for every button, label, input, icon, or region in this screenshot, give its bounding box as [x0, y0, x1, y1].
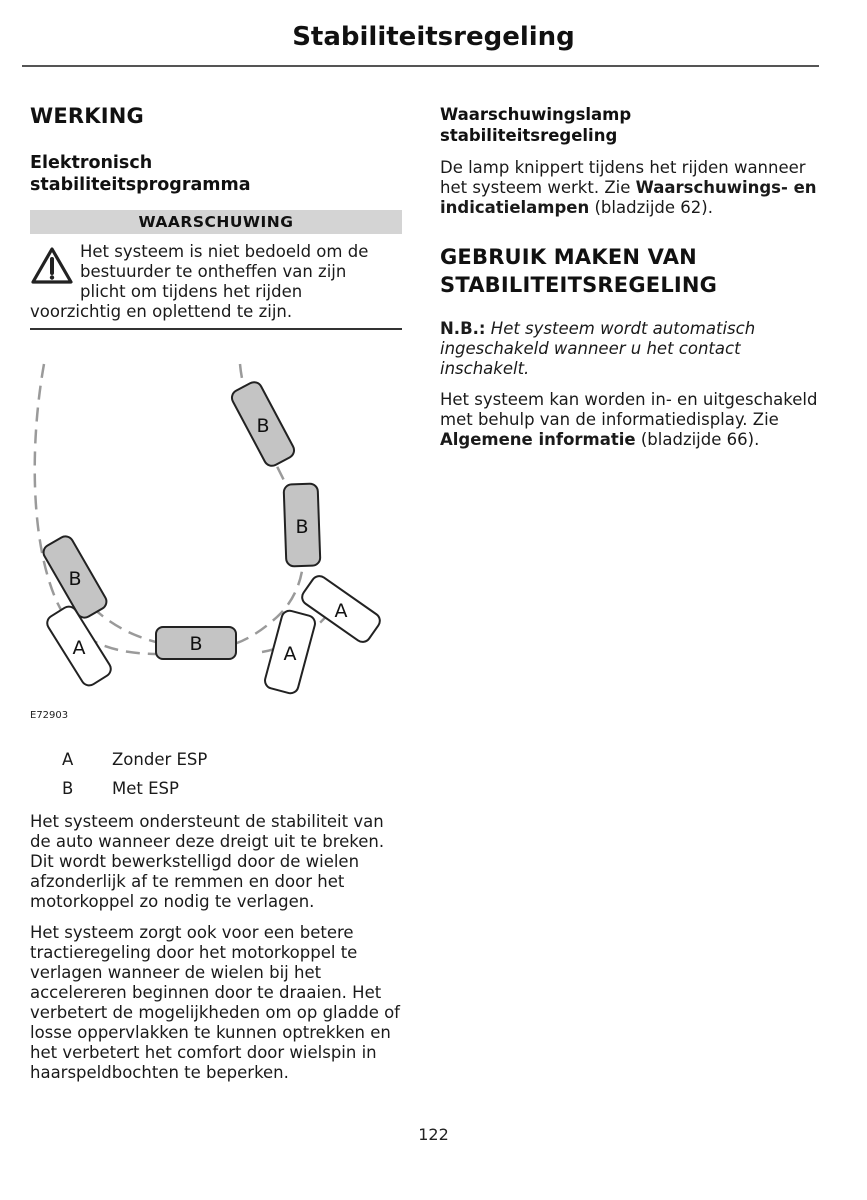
usage-page-ref: (bladzijde 66). [640, 430, 760, 449]
usage-title-line2: STABILITEITSREGELING [440, 273, 718, 297]
car-b-right [284, 483, 321, 566]
left-body-text [30, 812, 402, 1083]
page-title: Stabiliteitsregeling [292, 22, 575, 52]
warning-line4: voorzichtig en oplettend te zijn. [30, 302, 293, 321]
warning-divider [30, 328, 402, 330]
legend-text-a: Zonder ESP [112, 750, 208, 769]
section-title-werking: WERKING [30, 104, 144, 128]
usage-title-line1: GEBRUIK MAKEN VAN [440, 245, 697, 269]
car-b-top-label: B [256, 415, 270, 437]
right-column [440, 104, 820, 450]
esp-curve-diagram [22, 352, 402, 702]
left-column [30, 104, 402, 330]
header-divider [22, 65, 819, 67]
page-number: 122 [418, 1125, 449, 1144]
legend-text-b: Met ESP [112, 779, 179, 798]
car-b-right-label: B [295, 516, 309, 538]
car-a-left [44, 604, 114, 689]
car-a-bottom-label: A [283, 643, 297, 665]
legend-row-a [62, 745, 207, 774]
paragraph-stability: Het systeem ondersteunt de stabiliteit van de auto wanneer deze dreigt uit te breken. Dit wordt bewerkstelligd door de wielen afzonderlijk af te remmen en door het motorkoppel zo nodig te verlagen. [30, 812, 385, 911]
usage-section-title [440, 243, 820, 299]
warning-box [30, 234, 402, 330]
subsection-title-line2: stabiliteitsprogramma [30, 175, 251, 195]
subsection-title [30, 152, 402, 196]
lamp-page-ref: (bladzijde 62). [594, 198, 713, 217]
paragraph-traction: Het systeem zorgt ook voor een betere tractieregeling door het motorkoppel te verlagen wanneer de wielen bij het accelereren beginnen door te draaien. Het verbetert de mogelijkheden om op gladde of losse oppervlakken te kunnen optrekken en het verbetert het comfort door wielspin in haarspeldbochten te beperken. [30, 923, 400, 1082]
note-text: Het systeem wordt automatisch ingeschakeld wanneer u het contact inschakelt. [440, 319, 756, 378]
car-b-left-label: B [68, 568, 82, 590]
warning-line1: Het systeem is niet bedoeld om de [80, 242, 369, 261]
lamp-section-title [440, 104, 820, 146]
usage-text: Het systeem kan worden in- en uitgeschakeld met behulp van de informatiedisplay. Zie [440, 390, 818, 429]
car-b-bottom-label: B [189, 633, 203, 655]
lamp-title-line2: stabiliteitsregeling [440, 126, 618, 145]
figure-legend [62, 745, 207, 803]
usage-link-reference[interactable]: Algemene informatie [440, 430, 636, 449]
subsection-title-line1: Elektronisch [30, 153, 153, 173]
lamp-text: De lamp knippert tijdens het rijden wanneer het systeem werkt. Zie [440, 158, 806, 197]
legend-key-b: B [62, 779, 74, 798]
note-paragraph [440, 319, 820, 379]
car-a-left-label: A [72, 637, 86, 659]
warning-line3: plicht om tijdens het rijden [80, 282, 303, 301]
lamp-paragraph [440, 158, 820, 218]
warning-line2: bestuurder te ontheffen van zijn [80, 262, 347, 281]
car-a-right-label: A [334, 600, 348, 622]
warning-bar: WAARSCHUWING [30, 210, 402, 234]
car-a-bottom [263, 609, 317, 695]
legend-key-a: A [62, 750, 74, 769]
lamp-link-reference[interactable]: Waarschuwings- en indicatielampen [440, 178, 817, 217]
legend-row-b [62, 774, 207, 803]
car-b-bottom [156, 627, 236, 659]
warning-text [30, 242, 402, 322]
usage-paragraph [440, 390, 820, 450]
figure-code: E72903 [30, 710, 69, 721]
warning-triangle-icon [30, 246, 74, 286]
note-label: N.B.: [440, 319, 486, 338]
car-b-top [229, 379, 297, 468]
lamp-title-line1: Waarschuwingslamp [440, 105, 632, 124]
car-b-left [41, 533, 110, 620]
